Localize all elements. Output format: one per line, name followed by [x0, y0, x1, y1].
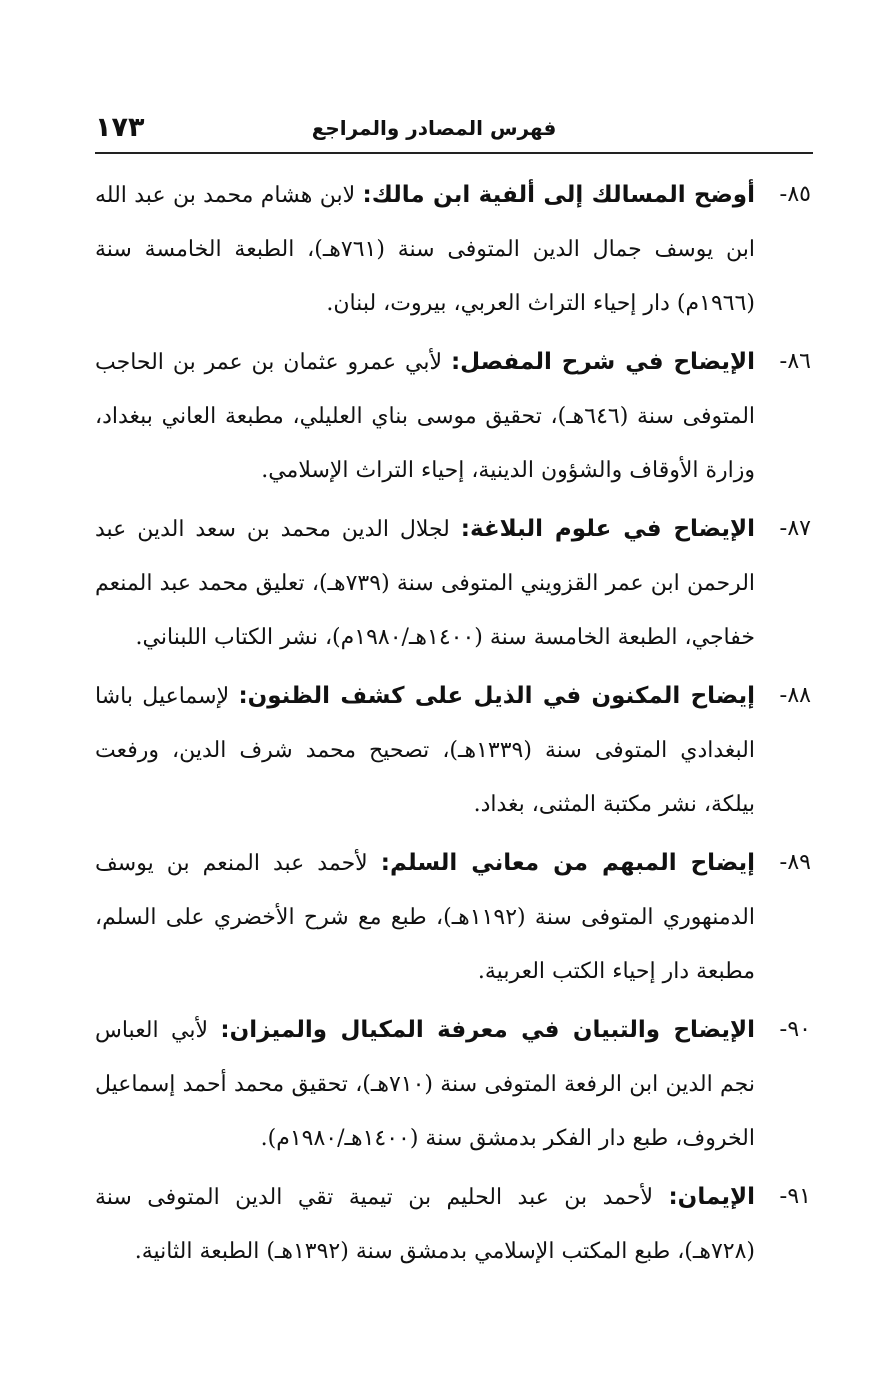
- references-list: [95, 168, 811, 1283]
- reference-entry-85: [95, 168, 811, 331]
- entry-body: لأبي عمرو عثمان بن عمر بن الحاجب المتوفى سنة (٦٤٦هـ)، تحقيق موسى بناي العليلي، مطبعة العاني ببغداد، وزارة الأوقاف والشؤون الدينية، إحياء التراث الإسلامي.: [95, 350, 756, 483]
- reference-entry-90: [95, 1003, 811, 1166]
- entry-body: لأحمد بن عبد الحليم بن تيمية تقي الدين المتوفى سنة (٧٢٨هـ)، طبع المكتب الإسلامي بدمشق سنة (١٣٩٢هـ) الطبعة الثانية.: [95, 1185, 755, 1264]
- entry-body: لأحمد عبد المنعم بن يوسف الدمنهوري المتوفى سنة (١١٩٢هـ)، طبع مع شرح الأخضري على السلم، مطبعة دار إحياء الكتب العربية.: [95, 851, 755, 984]
- entry-body: لإسماعيل باشا البغدادي المتوفى سنة (١٣٣٩هـ)، تصحيح محمد شرف الدين، ورفعت بيلكة، نشر مكتبة المثنى، بغداد.: [95, 684, 755, 817]
- entry-title: الإيضاح والتبيان في معرفة المكيال والميزان:: [220, 1017, 755, 1043]
- reference-entry-87: [95, 502, 811, 665]
- header-rule: [95, 152, 813, 154]
- entry-title: الإيضاح في علوم البلاغة:: [460, 516, 755, 542]
- page-number: ١٧٣: [95, 112, 145, 143]
- entry-number: ٨٧-: [779, 516, 811, 541]
- entry-title: إيضاح المكنون في الذيل على كشف الظنون:: [238, 683, 755, 709]
- entry-number: ٨٥-: [779, 182, 811, 207]
- entry-title: إيضاح المبهم من معاني السلم:: [380, 850, 755, 876]
- running-title: فهرس المصادر والمراجع: [311, 116, 557, 140]
- entry-number: ٩٠-: [779, 1017, 811, 1042]
- entry-number: ٩١-: [779, 1184, 811, 1209]
- page-header: [95, 110, 773, 150]
- entry-body: لأبي العباس نجم الدين ابن الرفعة المتوفى سنة (٧١٠هـ)، تحقيق محمد أحمد إسماعيل الخروف، طبع دار الفكر بدمشق سنة (١٤٠٠هـ/١٩٨٠م).: [95, 1018, 755, 1151]
- entry-number: ٨٩-: [779, 850, 811, 875]
- entry-number: ٨٨-: [779, 683, 811, 708]
- entry-title: الإيمان:: [668, 1184, 756, 1210]
- entry-title: الإيضاح في شرح المفصل:: [450, 349, 755, 375]
- reference-entry-89: [95, 836, 811, 999]
- reference-entry-88: [95, 669, 811, 832]
- entry-number: ٨٦-: [779, 349, 811, 374]
- entry-title: أوضح المسالك إلى ألفية ابن مالك:: [362, 182, 755, 208]
- entry-body: لجلال الدين محمد بن سعد الدين عبد الرحمن ابن عمر القزويني المتوفى سنة (٧٣٩هـ)، تعليق محمد عبد المنعم خفاجي، الطبعة الخامسة سنة (١٤٠٠هـ/١٩٨٠م)، نشر الكتاب اللبناني.: [95, 517, 756, 650]
- reference-entry-91: [95, 1170, 811, 1279]
- entry-body: لابن هشام محمد بن عبد الله ابن يوسف جمال الدين المتوفى سنة (٧٦١هـ)، الطبعة الخامسة سنة (١٩٦٦م) دار إحياء التراث العربي، بيروت، لبنان.: [95, 183, 755, 316]
- reference-entry-86: [95, 335, 811, 498]
